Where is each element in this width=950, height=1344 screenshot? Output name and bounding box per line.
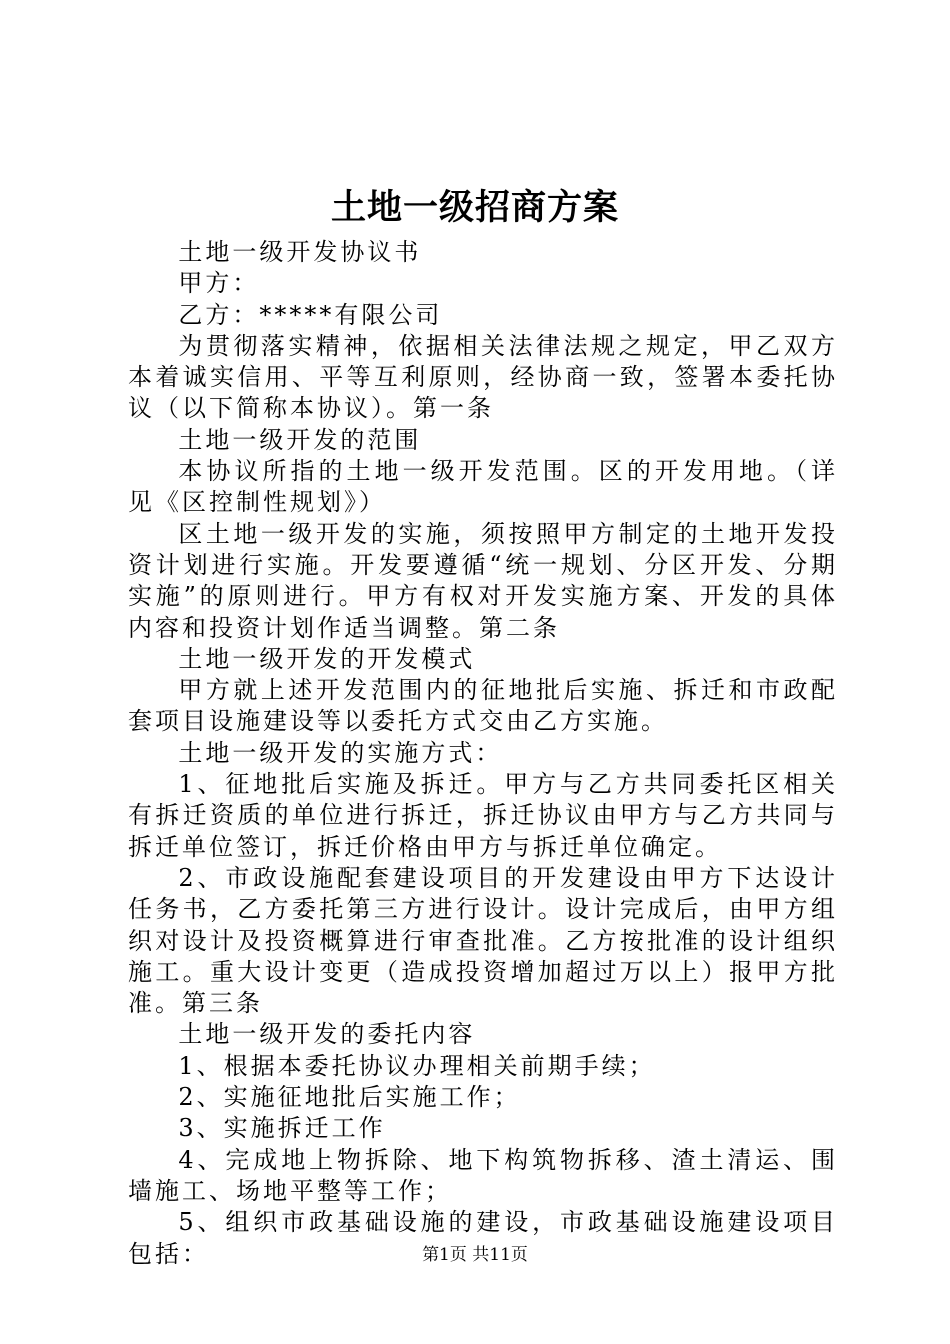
paragraph: 甲方： <box>178 269 260 298</box>
paragraph: 本协议所指的土地一级开发范围。区的开发用地。（详见《区控制性规划》） <box>128 457 838 517</box>
paragraph: 为贯彻落实精神，依据相关法律法规之规定，甲乙双方本着诚实信用、平等互利原则，经协商一致，签署本委托协议（以下简称本协议）。第一条 <box>128 331 838 423</box>
paragraph: 2、实施征地批后实施工作； <box>178 1083 521 1112</box>
paragraph: 乙方：*****有限公司 <box>178 300 443 329</box>
paragraph: 1、征地批后实施及拆迁。甲方与乙方共同委托区相关有拆迁资质的单位进行拆迁，拆迁协议由甲方与乙方共同与拆迁单位签订，拆迁价格由甲方与拆迁单位确定。 <box>128 770 838 861</box>
paragraph: 土地一级开发的实施方式： <box>178 738 503 767</box>
paragraph: 土地一级开发的开发模式 <box>178 644 476 673</box>
paragraph: 土地一级开发的范围 <box>178 425 422 454</box>
paragraph: 1、根据本委托协议办理相关前期手续； <box>178 1051 656 1080</box>
page-footer: 第1页 共11页 <box>422 1245 528 1265</box>
paragraph: 2、市政设施配套建设项目的开发建设由甲方下达设计任务书，乙方委托第三方进行设计。设计完成后，由甲方组织对设计及投资概算进行审查批准。乙方按批准的设计组织施工。重大设计变更（造成投资增加超过万以上）报甲方批准。第三条 <box>128 863 838 1018</box>
paragraph: 区土地一级开发的实施，须按照甲方制定的土地开发投资计划进行实施。开发要遵循“统一规划、分区开发、分期实施”的原则进行。甲方有权对开发实施方案、开发的具体内容和投资计划作适当调整。第二条 <box>128 519 838 642</box>
paragraph: 土地一级开发的委托内容 <box>178 1020 476 1049</box>
paragraph: 甲方就上述开发范围内的征地批后实施、拆迁和市政配套项目设施建设等以委托方式交由乙方实施。 <box>128 676 838 736</box>
document-body <box>128 237 838 1270</box>
paragraph: 土地一级开发协议书 <box>178 238 422 266</box>
paragraph: 4、完成地上物拆除、地下构筑物拆移、渣土清运、围墙施工、场地平整等工作； <box>128 1145 838 1205</box>
paragraph: 5、组织市政基础设施的建设，市政基础设施建设项目包括： <box>128 1208 838 1268</box>
page-title: 土地一级招商方案 <box>330 187 619 228</box>
paragraph: 3、实施拆迁工作 <box>178 1114 386 1143</box>
